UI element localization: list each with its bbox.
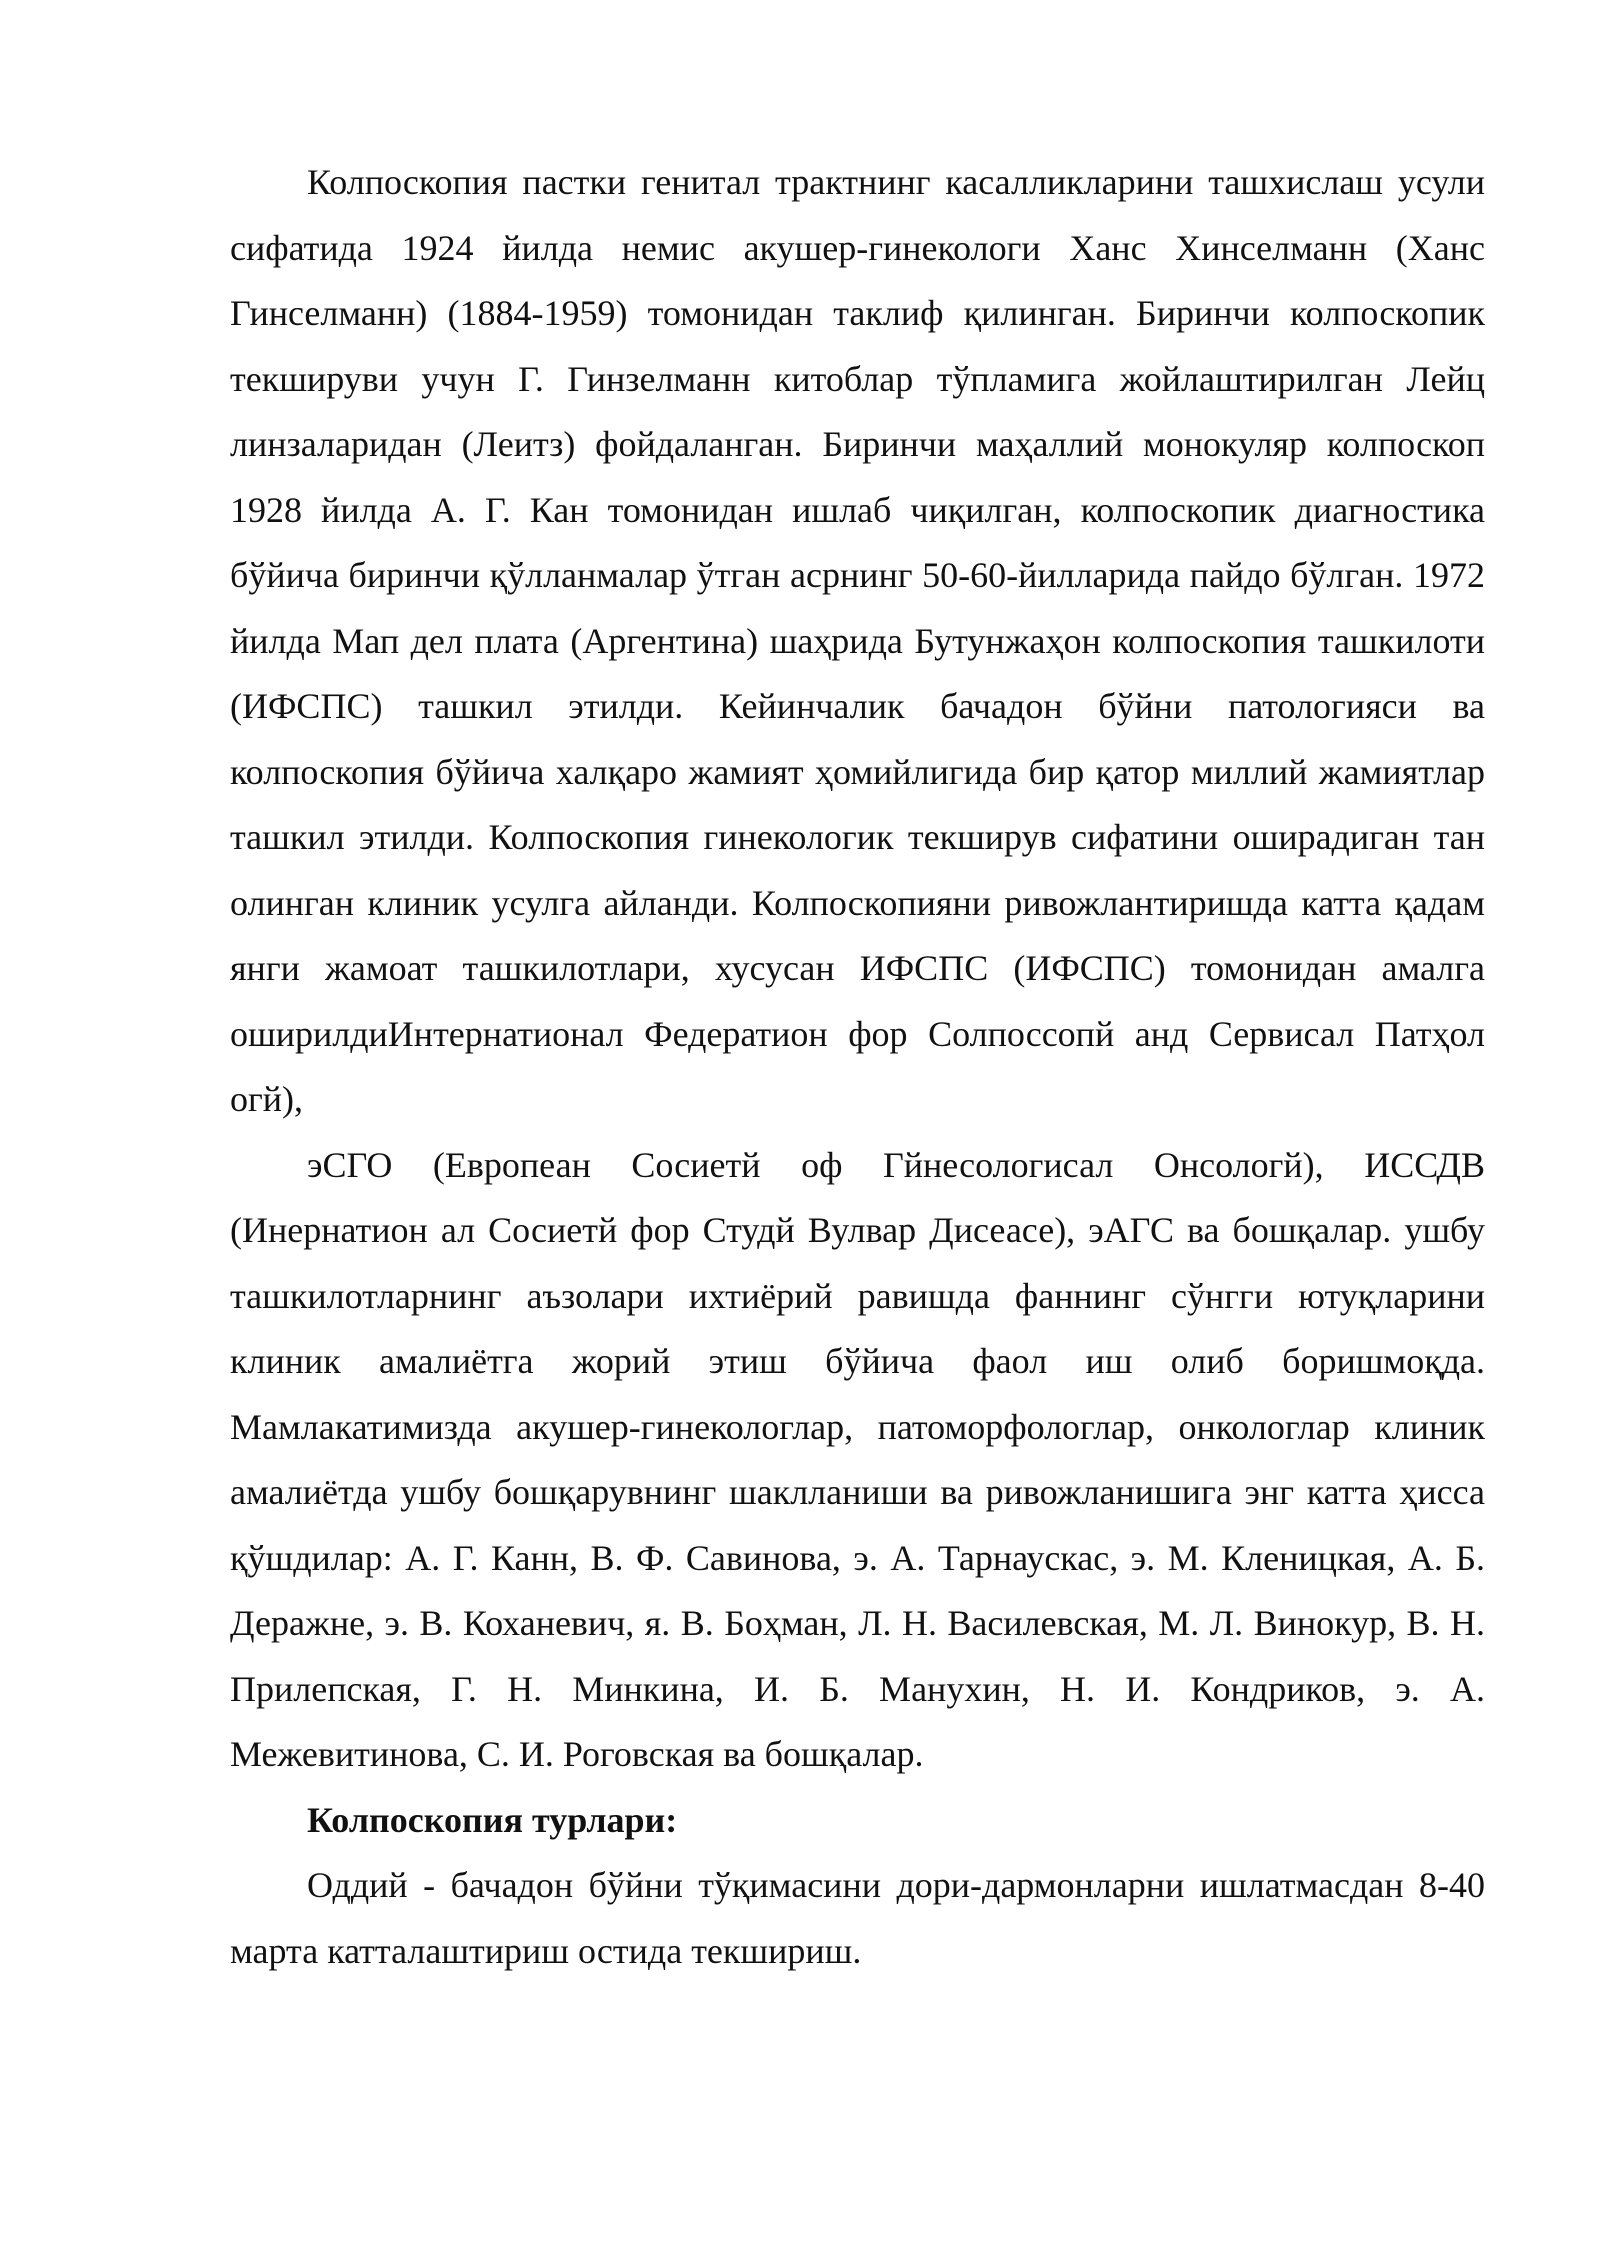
paragraph-simple-colposcopy: Оддий - бачадон бўйни тўқимасини дори-дармонларни ишлатмасдан 8-40 марта катталаштириш остида текшириш. bbox=[230, 1865, 1485, 1971]
paragraph-organizations: эСГО (Европеан Сосиетй оф Гйнесологисал Онсологй), ИССДВ (Инернатион ал Сосиетй фор Студй Вулвар Дисеасе), эАГС ва бошқалар. ушбу ташкилотларнинг аъзолари ихтиёрий равишда фаннинг сўнгги ютуқларини клиник амалиётга жорий этиш бўйича фаол иш олиб боришмоқда. Мамлакатимизда акушер-гинекологлар, патоморфологлар, онкологлар клиник амалиётда ушбу бошқарувнинг шаклланиши ва ривожланишига энг катта ҳисса қўшдилар: А. Г. Канн, В. Ф. Савинова, э. А. Тарнаускас, э. М. Кленицкая, А. Б. Деражне, э. В. Коханевич, я. В. Боҳман, Л. Н. Василевская, М. Л. Винокур, В. Н. Прилепская, Г. Н. Минкина, И. Б. Манухин, Н. И. Кондриков, э. А. Межевитинова, С. И. Роговская ва бошқалар. bbox=[230, 1144, 1485, 1774]
paragraph-history: Колпоскопия пастки генитал трактнинг касалликларини ташхислаш усули сифатида 1924 йилда немис акушер-гинекологи Ханс Хинселманн (Ханс Гинселманн) (1884-1959) томонидан таклиф қилинган. Биринчи колпоскопик текшируви учун Г. Гинзелманн китоблар тўпламига жойлаштирилган Лейц линзаларидан (Леитз) фойдаланган. Биринчи маҳаллий монокуляр колпоскоп 1928 йилда А. Г. Кан томонидан ишлаб чиқилган, колпоскопик диагностика бўйича биринчи қўлланмалар ўтган асрнинг 50-60-йилларида пайдо бўлган. 1972 йилда Мап дел плата (Аргентина) шаҳрида Бутунжаҳон колпоскопия ташкилоти (ИФСПС) ташкил этилди. Кейинчалик бачадон бўйни патологияси ва колпоскопия бўйича халқаро жамият ҳомийлигида бир қатор миллий жамиятлар ташкил этилди. Колпоскопия гинекологик текширув сифатини оширадиган тан олинган клиник усулга айланди. Колпоскопияни ривожлантиришда катта қадам янги жамоат ташкилотлари, хусусан ИФСПС (ИФСПС) томонидан амалга оширилдиИнтернатионал Федератион фор Солпоссопй анд Сервисал Патҳол огй), bbox=[230, 162, 1485, 1119]
section-heading: Колпоскопия турлари: bbox=[307, 1799, 678, 1840]
document-page bbox=[230, 150, 1485, 1984]
